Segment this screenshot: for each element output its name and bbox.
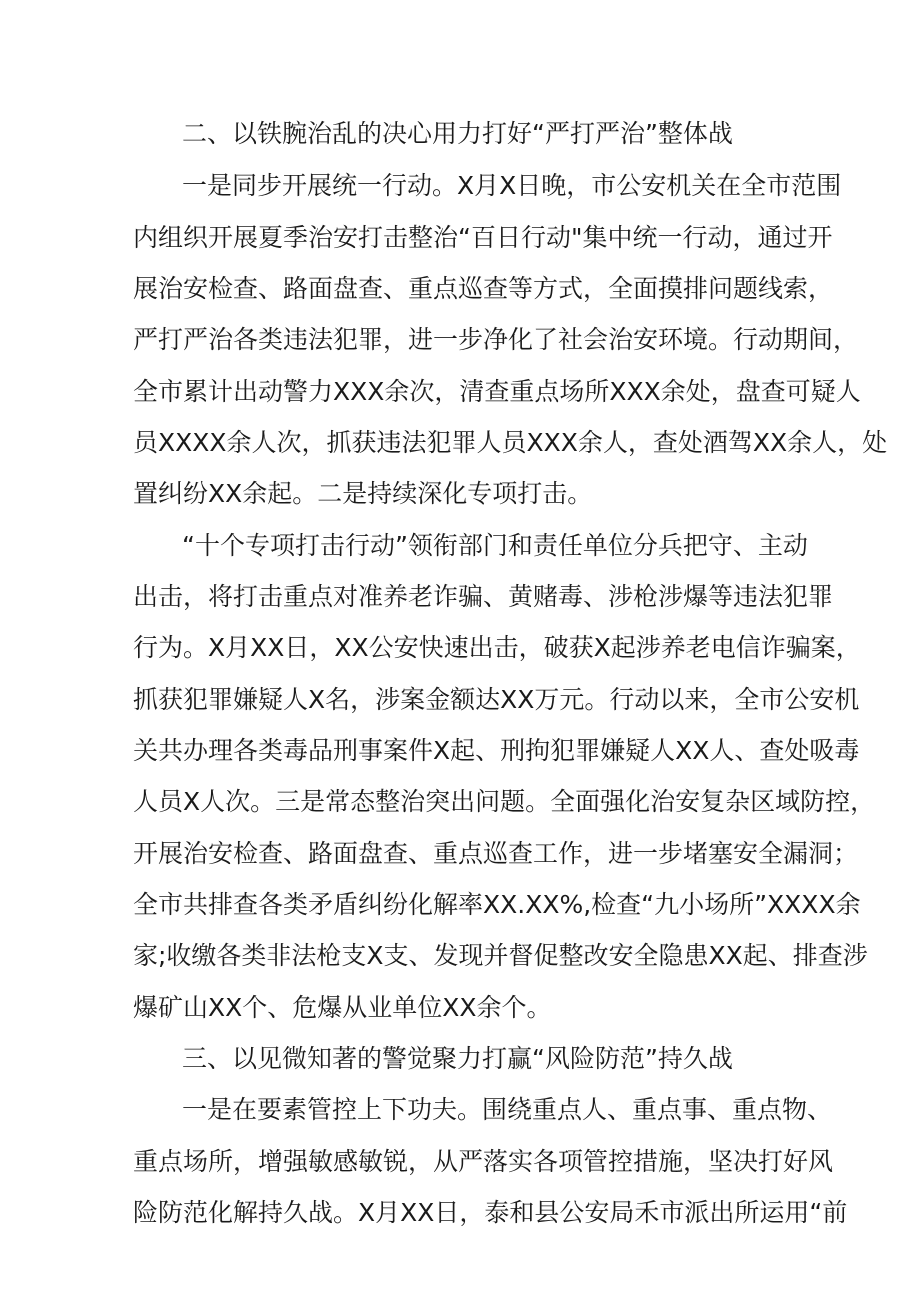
paragraph-line: 行为。X月XX日，XX公安快速出击，破获X起涉养老电信诈骗案， bbox=[133, 633, 861, 662]
paragraph-line: 出击，将打击重点对准养老诈骗、黄赌毒、涉枪涉爆等违法犯罪 bbox=[133, 582, 834, 611]
section-heading-3: 三、以见微知著的警觉聚力打赢“风险防范”持久战 bbox=[182, 1044, 733, 1073]
paragraph-line: 员XXXX余人次，抓获违法犯罪人员XXX余人，查处酒驾XX余人，处 bbox=[133, 428, 888, 457]
paragraph-line: 险防范化解持久战。X月XX日，泰和县公安局禾市派出所运用“前 bbox=[133, 1198, 848, 1227]
paragraph-line: 置纠纷XX余起。二是持续深化专项打击。 bbox=[133, 479, 593, 508]
paragraph-line: 全市累计出动警力XXX余次，清查重点场所XXX余处，盘查可疑人 bbox=[133, 377, 861, 406]
paragraph-line: 全市共排查各类矛盾纠纷化解率XX.XX%,检查“九小场所”XXXX余 bbox=[133, 890, 861, 919]
paragraph-line: 内组织开展夏季治安打击整治“百日行动"集中统一行动，通过开 bbox=[133, 223, 833, 252]
paragraph-line: 开展治安检查、路面盘查、重点巡查工作，进一步堵塞安全漏洞； bbox=[133, 839, 859, 868]
section-heading-2: 二、以铁腕治乱的决心用力打好“严打严治”整体战 bbox=[182, 119, 733, 148]
paragraph-line: 爆矿山XX个、危爆从业单位XX余个。 bbox=[133, 993, 552, 1022]
paragraph-line: 一是同步开展统一行动。X月X日晚，市公安机关在全市范围 bbox=[182, 171, 842, 200]
paragraph-line: 重点场所，增强敏感敏锐，从严落实各项管控措施，坚决打好风 bbox=[133, 1147, 834, 1176]
paragraph-line: “十个专项打击行动”领衔部门和责任单位分兵把守、主动 bbox=[182, 531, 808, 560]
paragraph-line: 展治安检查、路面盘查、重点巡查等方式，全面摸排问题线索， bbox=[133, 274, 834, 303]
paragraph-line: 人员X人次。三是常态整治突出问题。全面强化治安复杂区域防控， bbox=[133, 787, 876, 816]
paragraph-line: 抓获犯罪嫌疑人X名，涉案金额达XX万元。行动以来，全市公安机 bbox=[133, 685, 860, 714]
paragraph-line: 家;收缴各类非法枪支X支、发现并督促整改安全隐患XX起、排查涉 bbox=[133, 941, 868, 970]
paragraph-line: 关共办理各类毒品刑事案件X起、刑拘犯罪嫌疑人XX人、查处吸毒 bbox=[133, 736, 860, 765]
paragraph-line: 严打严治各类违法犯罪，进一步净化了社会治安环境。行动期间， bbox=[133, 325, 859, 354]
paragraph-line: 一是在要素管控上下功夫。围绕重点人、重点事、重点物、 bbox=[182, 1095, 833, 1124]
